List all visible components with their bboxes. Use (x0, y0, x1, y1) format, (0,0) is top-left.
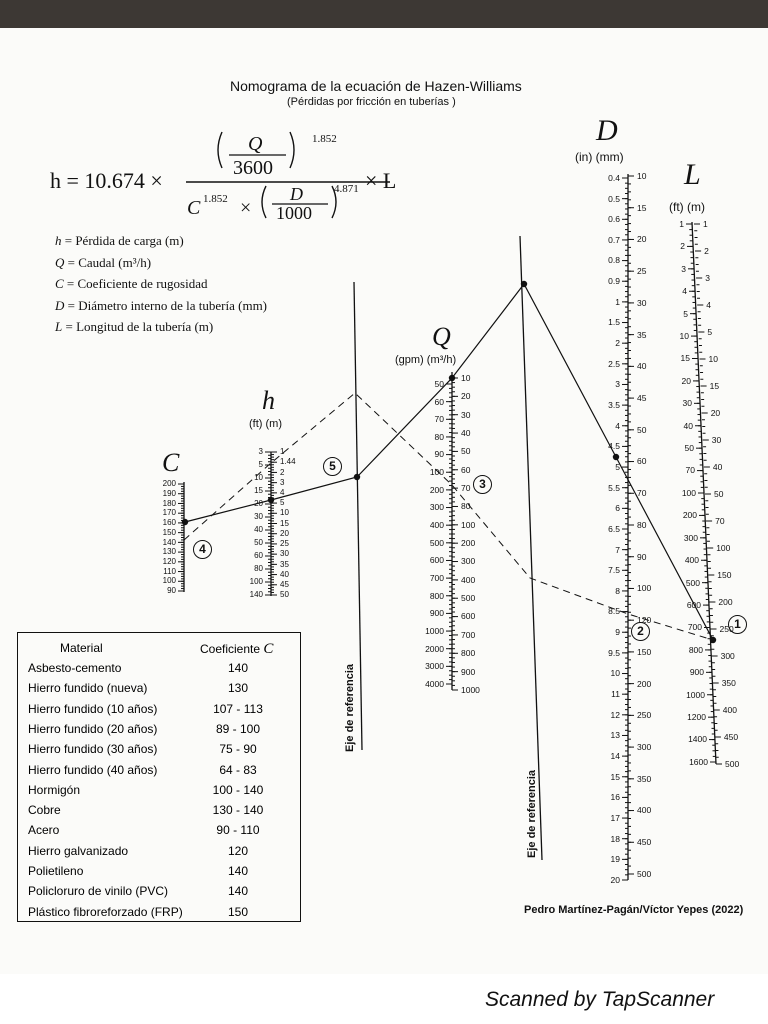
scale-label: 16 (610, 792, 620, 803)
scanner-watermark: Scanned by TapScanner (485, 988, 715, 1011)
q-axis-units: (gpm) (m³/h) (395, 354, 457, 366)
c-axis-heading: C (162, 448, 180, 477)
scale-label: 100 (716, 542, 731, 553)
scale-label: 4 (706, 299, 712, 310)
scale-label: 90 (434, 449, 444, 460)
table-row (18, 661, 300, 681)
scale-label: 0.8 (608, 255, 620, 266)
scale-label: 1600 (689, 756, 708, 767)
scale-label: 700 (687, 622, 702, 633)
scale-label: 30 (254, 512, 263, 522)
scale-label: 400 (461, 574, 476, 585)
scale-label: 700 (429, 573, 444, 584)
scale-label: 80 (254, 564, 263, 574)
scale-label: 3 (615, 379, 620, 390)
marker-3: 3 (473, 475, 492, 494)
scale-label: 200 (718, 596, 733, 607)
scale-label: 200 (682, 510, 697, 521)
scale-label: 170 (162, 508, 176, 518)
scale-label: 25 (637, 266, 647, 277)
material-cell: Plástico fibroreforzado (FRP) (28, 904, 183, 919)
scale-label: 70 (461, 483, 471, 494)
coefficient-cell: 140 (227, 884, 249, 899)
coefficient-cell: 107 - 113 (213, 701, 263, 716)
coefficient-cell: 140 (227, 661, 249, 675)
scale-label: 1000 (686, 689, 705, 700)
scale-label: 35 (637, 329, 647, 340)
scale-label: 4 (280, 488, 285, 498)
l-axis-heading: L (684, 158, 701, 191)
scale-label: 70 (637, 488, 647, 499)
scale-label: 150 (717, 569, 732, 580)
scale-label: 15 (637, 202, 647, 213)
scale-label: 4 (615, 420, 620, 431)
scale-label: 20 (254, 499, 263, 509)
material-cell: Polietileno (28, 864, 84, 878)
scale-label: 7.5 (608, 565, 620, 576)
reference-axis-label-1: Eje de referencia (344, 663, 356, 752)
table-row (18, 823, 300, 843)
scale-label: 40 (683, 420, 693, 431)
scale-label: 1 (615, 296, 620, 307)
scale-label: 70 (715, 515, 725, 526)
scale-label: 9 (615, 627, 620, 638)
scale-label: 250 (637, 710, 652, 721)
scale-label: 5 (683, 308, 688, 319)
scale-label: 5 (280, 498, 285, 508)
scale-label: 15 (280, 518, 289, 528)
reference-axis-label-2: Eje de referencia (526, 769, 538, 858)
scale-label: 5 (707, 326, 713, 337)
material-cell: Asbesto-cemento (28, 661, 122, 675)
scale-label: 160 (162, 518, 176, 528)
scale-label: 80 (637, 519, 647, 530)
scale-label: 20 (610, 874, 620, 885)
scale-label: 300 (429, 502, 444, 513)
material-cell: Hierro fundido (10 años) (28, 701, 158, 716)
scale-label: 600 (461, 611, 476, 622)
formula-c: C (187, 197, 201, 219)
formula-q-den: 3600 (233, 157, 273, 179)
scale-label: 100 (637, 583, 652, 594)
material-cell: Hierro fundido (20 años) (28, 721, 158, 736)
scale-label: 50 (461, 446, 471, 457)
scale-label: 400 (684, 555, 699, 566)
scale-label: 50 (684, 443, 694, 454)
scale-label: 30 (682, 398, 692, 409)
formula-times: × (240, 197, 252, 219)
scale-label: 3.5 (608, 400, 620, 411)
scale-label: 150 (162, 527, 176, 537)
table-row (18, 722, 300, 742)
material-cell: Hormigón (28, 782, 81, 797)
coefficient-cell: 150 (227, 904, 249, 919)
scale-label: 150 (637, 646, 652, 657)
scale-label: 900 (429, 608, 444, 619)
formula-exp-c: 1.852 (203, 193, 228, 205)
scale-label: 14 (610, 751, 620, 762)
scale-label: 70 (685, 465, 695, 476)
scale-label: 100 (249, 577, 263, 587)
scale-label: 100 (681, 487, 696, 498)
scale-label: 120 (162, 557, 176, 567)
scale-label: 4000 (425, 678, 444, 689)
scale-label: 90 (167, 586, 176, 596)
scale-label: 40 (712, 461, 723, 472)
scale-label: 300 (683, 532, 698, 543)
scale-label: 600 (429, 555, 444, 566)
table-row (18, 884, 300, 904)
scale-label: 500 (461, 593, 476, 604)
scale-label: 15 (680, 353, 690, 364)
scale-label: 10 (610, 668, 620, 679)
scale-label: 400 (722, 704, 737, 715)
scale-label: 70 (434, 414, 444, 425)
scale-label: 17 (610, 812, 620, 823)
d-axis-heading: D (596, 114, 618, 147)
scale-label: 10 (280, 508, 289, 518)
coefficient-cell: 130 (227, 681, 249, 696)
l-axis-units: (ft) (m) (669, 200, 705, 214)
table-row (18, 702, 300, 722)
h-axis-heading: h (262, 386, 275, 415)
q-axis-heading: Q (432, 322, 451, 351)
scale-label: 20 (710, 407, 721, 418)
scale-label: 60 (254, 551, 263, 561)
scale-label: 45 (637, 392, 647, 403)
formula-exp-q: 1.852 (312, 133, 337, 145)
scale-label: 40 (637, 361, 647, 372)
scale-label: 3 (681, 263, 686, 274)
scale-label: 200 (461, 538, 476, 549)
scale-label: 80 (434, 431, 444, 442)
formula-d-den: 1000 (276, 203, 312, 220)
scale-label: 9.5 (608, 647, 620, 658)
scale-label: 10 (708, 353, 718, 364)
material-cell: Policloruro de vinilo (PVC) (28, 884, 169, 899)
table-row (18, 763, 300, 783)
scale-label: 45 (280, 579, 289, 589)
scale-label: 1 (703, 218, 708, 229)
scale-label: 60 (637, 456, 647, 467)
scale-label: 40 (461, 427, 471, 438)
coefficient-cell: 89 - 100 (215, 721, 261, 736)
scale-label: 190 (162, 488, 176, 498)
coefficient-cell: 130 - 140 (212, 803, 264, 818)
scale-label: 1200 (687, 712, 706, 723)
scale-label: 0.4 (608, 172, 620, 183)
formula-exp-d: 4.871 (334, 183, 359, 195)
scale-label: 50 (254, 538, 263, 548)
scale-label: 800 (688, 644, 703, 655)
scale-label: 50 (434, 378, 444, 389)
scale-label: 120 (637, 615, 652, 626)
formula-q-num: Q (248, 133, 263, 155)
scale-label: 40 (280, 569, 289, 579)
nomogram-subtitle: (Pérdidas por fricción en tuberías ) (287, 96, 456, 108)
scale-label: 30 (461, 409, 471, 420)
scale-label: 1400 (688, 734, 707, 745)
scale-label: 3 (705, 272, 710, 283)
scale-label: 15 (610, 771, 620, 782)
scale-label: 6.5 (608, 523, 620, 534)
scale-label: 10 (637, 170, 647, 181)
scale-label: 8 (615, 585, 620, 596)
coefficient-cell: 120 (227, 843, 249, 858)
table-header-material: Material (60, 641, 103, 655)
scale-label: 15 (709, 380, 720, 391)
scale-label: 300 (461, 556, 476, 567)
scale-label: 0.7 (608, 234, 620, 245)
scale-label: 10 (679, 330, 689, 341)
scale-label: 0.5 (608, 193, 620, 204)
reference-axis-2 (520, 236, 542, 860)
roughness-coefficient-table (17, 632, 301, 922)
scale-label: 7 (615, 544, 620, 555)
scale-label: 30 (280, 549, 289, 559)
table-row (18, 844, 300, 864)
marker-5: 5 (323, 457, 342, 476)
table-row (18, 783, 300, 803)
scale-label: 2 (704, 245, 709, 256)
table-header-coefficient: Coeficiente C (200, 641, 274, 657)
scale-label: 900 (461, 666, 476, 677)
material-cell: Hierro fundido (40 años) (28, 762, 158, 777)
scale-label: 200 (637, 678, 652, 689)
scale-label: 20 (681, 375, 691, 386)
scale-label: 2.5 (608, 358, 620, 369)
material-cell: Hierro fundido (nueva) (28, 681, 148, 696)
scale-label: 400 (637, 805, 652, 816)
scale-label: 140 (162, 537, 176, 547)
d-axis-units: (in) (mm) (575, 150, 624, 164)
nomogram-title: Nomograma de la ecuación de Hazen-Williams (230, 78, 522, 94)
scale-label: 50 (280, 590, 289, 600)
scale-label: 800 (429, 590, 444, 601)
credit: Pedro Martínez-Pagán/Víctor Yepes (2022) (524, 904, 744, 916)
scale-label: 30 (711, 434, 722, 445)
coefficient-cell: 100 - 140 (212, 782, 264, 797)
scale-label: 3000 (425, 661, 444, 672)
scale-label: 3 (280, 477, 285, 487)
scale-label: 4.5 (608, 441, 620, 452)
scale-label: 700 (461, 629, 476, 640)
scale-label: 0.6 (608, 214, 620, 225)
scale-label: 500 (637, 868, 652, 879)
scale-label: 1 (679, 218, 684, 229)
scale-label: 800 (461, 648, 476, 659)
formula-rhs: × L (365, 168, 397, 193)
scale-label: 3 (258, 447, 263, 457)
scale-label: 5 (615, 461, 620, 472)
scale-label: 2 (680, 241, 685, 252)
scale-label: 35 (280, 559, 289, 569)
material-cell: Cobre (28, 803, 61, 818)
scale-label: 6 (615, 503, 620, 514)
scale-label: 500 (725, 758, 740, 769)
scale-label: 300 (637, 741, 652, 752)
scale-label: 600 (686, 599, 701, 610)
definition-q: Q = Caudal (m³/h) (55, 254, 152, 270)
scale-label: 60 (461, 464, 471, 475)
point-c (182, 519, 188, 525)
formula-d-num: D (290, 184, 303, 204)
scale-label: 110 (163, 566, 176, 576)
scale-label: 2 (280, 467, 285, 477)
scale-label: 50 (637, 424, 647, 435)
scale-label: 40 (254, 525, 263, 535)
scale-label: 400 (429, 520, 444, 531)
scale-label: 100 (461, 519, 476, 530)
scale-label: 10 (254, 473, 263, 483)
definition-h: h = Pérdida de carga (m) (55, 233, 184, 248)
scale-label: 10 (461, 372, 471, 383)
scale-label: 200 (162, 479, 176, 489)
scale-label: 500 (429, 537, 444, 548)
scale-label: 5.5 (608, 482, 620, 493)
scale-label: 0.9 (608, 276, 620, 287)
scale-label: 1.5 (608, 317, 620, 328)
scale-label: 19 (610, 854, 620, 865)
scale-label: 8.5 (608, 606, 620, 617)
scale-label: 130 (162, 547, 176, 557)
scale-label: 900 (689, 667, 704, 678)
point-ref2 (521, 281, 527, 287)
scale-label: 100 (162, 576, 176, 586)
scale-label: 50 (714, 488, 724, 499)
scale-label: 350 (637, 773, 652, 784)
scale-label: 500 (685, 577, 700, 588)
scale-label: 13 (610, 730, 620, 741)
table-row (18, 681, 300, 701)
scale-label: 140 (249, 590, 263, 600)
coefficient-cell: 75 - 90 (219, 742, 257, 757)
scale-label: 1.44 (280, 457, 296, 467)
material-cell: Hierro galvanizado (28, 843, 129, 858)
scale-label: 11 (611, 689, 620, 700)
scale-label: 18 (610, 833, 620, 844)
scale-label: 450 (637, 837, 652, 848)
scale-label: 450 (723, 731, 739, 742)
scale-label: 90 (637, 551, 647, 562)
coefficient-cell: 90 - 110 (216, 823, 260, 838)
scale-label: 20 (280, 528, 289, 538)
coefficient-cell: 64 - 83 (219, 762, 257, 777)
scale-label: 300 (720, 650, 735, 661)
point-ref1 (354, 474, 360, 480)
definition-l: L = Longitud de la tubería (m) (55, 319, 214, 334)
marker-2: 2 (631, 622, 650, 641)
scale-label: 2000 (425, 643, 444, 654)
scale-label: 30 (637, 297, 647, 308)
scale-label: 60 (434, 396, 444, 407)
material-cell: Hierro fundido (30 años) (28, 742, 158, 757)
table-row (18, 905, 300, 925)
scale-label: 20 (637, 234, 647, 245)
marker-4: 4 (193, 540, 212, 559)
definition-c: C = Coeficiente de rugosidad (55, 276, 208, 291)
table-row (18, 803, 300, 823)
marker-1: 1 (728, 615, 747, 634)
scale-label: 5 (258, 460, 263, 470)
definition-d: D = Diámetro interno de la tubería (mm) (55, 297, 268, 313)
scale-label: 1 (280, 447, 285, 457)
scale-label: 350 (721, 677, 736, 688)
scale-label: 80 (461, 501, 471, 512)
scale-label: 180 (162, 498, 176, 508)
scale-label: 12 (610, 709, 620, 720)
scale-label: 1000 (461, 684, 480, 695)
scale-label: 1000 (425, 625, 444, 636)
point-d (613, 454, 619, 460)
scale-label: 250 (719, 623, 734, 634)
formula-lhs: h = 10.674 × (50, 168, 163, 193)
scale-label: 4 (682, 286, 687, 297)
scale-label: 100 (429, 467, 444, 478)
table-row (18, 864, 300, 884)
table-row (18, 742, 300, 762)
material-cell: Acero (28, 823, 60, 838)
scale-label: 15 (254, 486, 263, 496)
scale-label: 25 (280, 539, 289, 549)
scale-label: 2 (615, 338, 620, 349)
coefficient-cell: 140 (227, 864, 249, 878)
h-axis-units: (ft) (m) (249, 418, 282, 430)
scale-label: 200 (429, 484, 444, 495)
scale-label: 20 (461, 391, 471, 402)
